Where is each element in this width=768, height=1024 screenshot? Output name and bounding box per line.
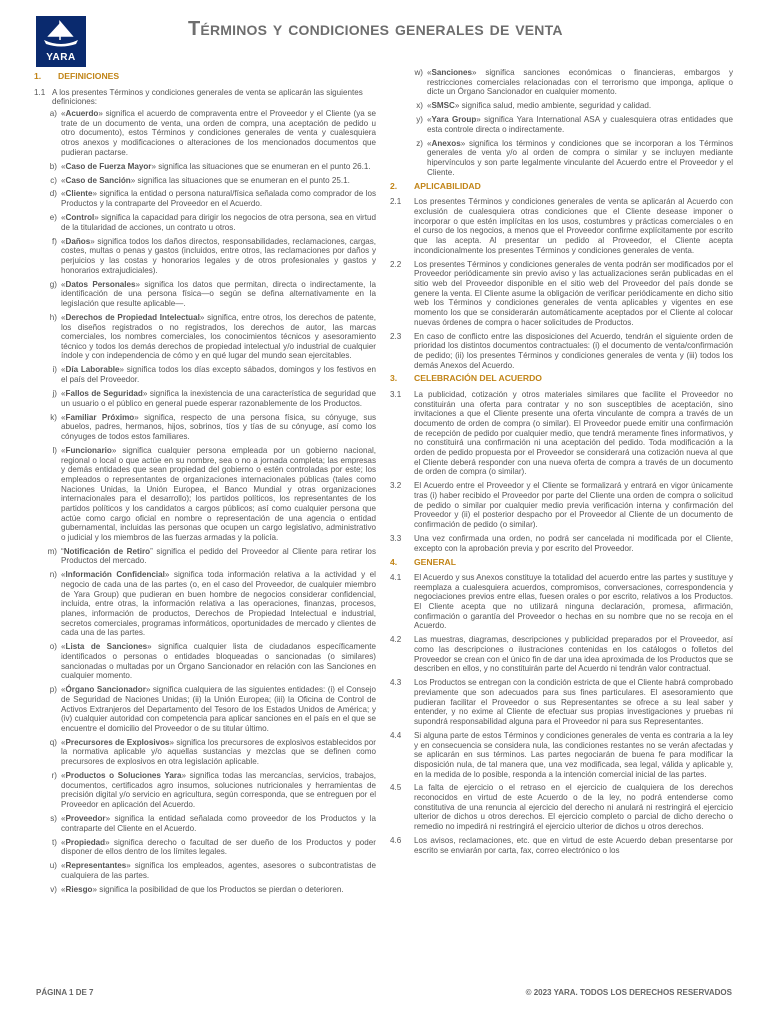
- definition-text: significa cualquier persona empleada por un gobierno nacional, regional o local o que actúe en su nombre, sea o no a jornada completa; las empresas y demás entidades que sean propiedad del gobierno o estén controladas por este; los empleados o representantes de organizaciones internacionales públicas (tales como Naciones Unidas, la Unión Europea, el Banco Mundial y otras organizaciones internacionales para el desarrollo); los partidos políticos, los representantes de los partidos políticos y los candidatos a cargos públicos; así como cualquier persona que actúe como cargo oficial en nombre o representación de una agencia o entidad gubernamental, incluidas las personas que ocupen un cargo legislativo, administrativo o judicial y los miembros de las fuerzas armadas y la policía.: [61, 445, 376, 542]
- definition-letter: y): [416, 115, 423, 125]
- definition-letter: u): [49, 861, 57, 871]
- section-4-heading: 4. GENERAL: [390, 556, 457, 567]
- definition-body: «Acuerdo» significa el acuerdo de compraventa entre el Proveedor y el Cliente (ya se trate de un documento de venta, una orden de compra, una aceptación de pedido u otro documento), estos Términos y condiciones generales de venta y cualesquiera otros anexos y modificaciones o alteraciones de los mencionados documentos que pudieran pactarse.: [61, 108, 376, 157]
- definition-item: [34, 885, 376, 895]
- definition-body: «Representantes» significa los empleados, agentes, asesores o subcontratistas de cualquiera de las partes.: [61, 861, 376, 880]
- definition-text: significa todos los días excepto sábados, domingos y los festivos en el país del Proveedor.: [61, 365, 376, 385]
- clause-number: 4.1: [390, 573, 402, 583]
- definition-term: Cliente: [65, 189, 93, 199]
- definition-term: Anexos: [431, 138, 461, 148]
- clause-text: Los avisos, reclamaciones, etc. que en virtud de este Acuerdo deban presentarse por escrito se enviarán por carta, fax, correo electrónico o los: [414, 836, 733, 855]
- definition-letter: h): [49, 312, 57, 322]
- clause-text: El Acuerdo entre el Proveedor y el Cliente se formalizará y entrará en vigor únicamente tras (i) haber recibido el Proveedor por parte del Cliente una orden de compra o solicitud de pedido o similar por cualquier medio previa verificación interna y confirmación del Proveedor y (ii) el posterior despacho por el Proveedor al Cliente de un documento de confirmación de pedido (o similar).: [414, 481, 733, 529]
- definition-item: [34, 189, 376, 208]
- definition-text: significa las situaciones que se enumeran en el punto 25.1.: [135, 175, 350, 185]
- definition-body: «Riesgo» significa la posibilidad de que los Productos se pierdan o deterioren.: [61, 884, 344, 894]
- definition-text: significa la entidad o persona natural/física señalada como comprador de los Productos y la contraparte del Proveedor en el Acuerdo.: [61, 189, 376, 209]
- clause-number: 4.3: [390, 678, 402, 688]
- clause-2-1: [390, 197, 733, 255]
- definition-item: [34, 838, 376, 857]
- definition-term: Daños: [65, 236, 91, 246]
- definition-body: «Lista de Sanciones» significa cualquier lista de ciudadanos específicamente identificados o personas o entidades bloqueadas o sancionadas (o similares) sancionadas o multadas por un Órgano Sancionador en relación con las Sanciones en cualquier momento.: [61, 642, 376, 681]
- clause-text: Los presentes Términos y condiciones generales de venta podrán ser modificados por el Proveedor periódicamente sin previo aviso y las actualizaciones serán publicadas en el sitio web del Proveedor disponible en el sitio web del Proveedor del país donde se genere la venta. El Cliente asume la obligación de verificar periódicamente en dicho sitio web los Términos y condiciones generales de venta aplicables y vigentes en ese momento los que se considerarán automáticamente aceptados por el Cliente al colocar nuevas órdenes de compra o hacer solicitudes de Productos.: [414, 259, 733, 327]
- definition-letter: a): [49, 108, 57, 118]
- definition-item: [390, 101, 733, 111]
- definition-letter: c): [50, 175, 57, 185]
- definition-letter: k): [50, 412, 57, 422]
- definition-letter: b): [49, 161, 57, 171]
- definition-letter: i): [52, 365, 57, 375]
- definition-item: [34, 738, 376, 767]
- definition-letter: s): [50, 813, 57, 823]
- definition-text: significa sanciones económicas o financieras, embargos y restricciones comerciales relacionadas con el terrorismo que imponga, aplique o dicte un Órgano Sancionador en cualquier momento.: [427, 68, 733, 97]
- clause-4-6: [390, 836, 733, 855]
- definition-body: «Fallos de Seguridad» significa la inexistencia de una característica de seguridad que un usuario o el público en general puede esperar razonablemente de los Productos.: [61, 389, 376, 408]
- definition-letter: r): [51, 771, 57, 781]
- definition-item: [34, 413, 376, 442]
- page-title: Términos y condiciones generales de venta: [188, 18, 563, 40]
- definition-body: «Precursores de Explosivos» significa los precursores de explosivos establecidos por la normativa aplicable y/o aquellas sustancias y mezclas que se definen como precursores de explosivos en otra legislación aplicable.: [61, 737, 376, 767]
- clause-number: 2.2: [390, 259, 402, 269]
- definition-letter: p): [49, 685, 57, 695]
- definition-text: significa derecho o facultad de ser dueño de los Productos y poder disponer de ellos dentro de los límites legales.: [61, 837, 376, 857]
- definition-text: significa el pedido del Proveedor al Cliente para retirar los Productos del mercado.: [61, 546, 376, 566]
- definition-term: Familiar Próximo: [65, 412, 135, 422]
- definition-body: “Notificación de Retiro” significa el pedido del Proveedor al Cliente para retirar los Productos del mercado.: [61, 546, 376, 566]
- definition-body: «Datos Personales» significa los datos que permitan, directa o indirectamente, la identificación de una persona física—o según se defina alternativamente en la legislación que resulte aplicable—.: [61, 279, 376, 308]
- clause-number: 2.3: [390, 331, 402, 341]
- viking-ship-icon: [36, 16, 86, 50]
- section-3-clauses: [390, 390, 733, 553]
- definition-text: significa las situaciones que se enumeran en el punto 26.1.: [155, 161, 371, 171]
- definition-term: Propiedad: [65, 837, 106, 847]
- definition-item: [34, 162, 376, 172]
- clause-2-3: [390, 332, 733, 371]
- definition-term: Derechos de Propiedad Intelectual: [65, 312, 200, 322]
- definition-letter: x): [416, 101, 423, 111]
- definition-text: significa Yara International ASA y cualesquiera otras entidades que esta controle directa o indirectamente.: [427, 115, 733, 134]
- definition-letter: t): [52, 837, 57, 847]
- definition-body: «Sanciones» significa sanciones económicas o financieras, embargos y restricciones comerciales relacionadas con el terrorismo que imponga, aplique o dicte un Órgano Sancionador en cualquier momento.: [427, 68, 733, 97]
- section-2-heading: 2. APLICABILIDAD: [390, 180, 481, 191]
- definition-item: [34, 213, 376, 232]
- page-number: PÁGINA 1 DE 7: [36, 988, 94, 997]
- clause-text: Si alguna parte de estos Términos y condiciones generales de venta es contraria a la ley y en consecuencia se considera nula, las condiciones restantes no se verán afectadas y se aplicarán en sus términos. Las partes negociarán de buena fe para modificar la disposición nula, de tal manera que, una vez modificada, sea legal, válida y aplicable y, en la medida de lo posible, responda a la intención comercial inicial de las partes.: [414, 730, 733, 779]
- definition-term: Sanciones: [431, 68, 473, 77]
- clause-number: 4.5: [390, 783, 402, 793]
- definition-item: [34, 861, 376, 880]
- definition-text: significa la capacidad para dirigir los negocios de otra persona, sea en virtud de la titularidad de acciones, un contrato u otros.: [61, 213, 376, 232]
- definition-item: [34, 280, 376, 309]
- definition-letter: z): [416, 138, 423, 148]
- definition-body: «Derechos de Propiedad Intelectual» significa, entre otros, los derechos de patente, los diseños registrados o no registrados, los derechos de autor, las marcas comerciales, los nombres comerciales, los conocimientos técnicos y asesoramiento técnico y todos los demás derechos de propiedad intelectual y/o industrial de cualquier índole y con independencia de cómo y en qué lugar del mundo sean ejercitables.: [61, 312, 376, 361]
- right-column: [390, 68, 733, 860]
- definition-text: significa los precursores de explosivos establecidos por la normativa aplicable y/o aquellas sustancias y mezclas que se definen como precursores de explosivos en otra legislación aplicable.: [61, 737, 376, 767]
- definition-item: [34, 547, 376, 566]
- definition-term: Representantes: [65, 861, 127, 871]
- clause-4-4: [390, 731, 733, 779]
- definition-item: [34, 685, 376, 733]
- definition-term: SMSC: [431, 101, 455, 111]
- clause-4-1: [390, 573, 733, 631]
- clause-1-1: 1.1 A los presentes Términos y condiciones generales de venta se aplicarán las siguientes definiciones:: [34, 87, 363, 107]
- definition-letter: g): [49, 279, 57, 289]
- yara-logo: [36, 16, 86, 67]
- clause-text: Las muestras, diagramas, descripciones y publicidad preparados por el Proveedor, así como las descripciones o ilustraciones contenidas en los catálogos o folletos del Proveedor se crean con el único fin de dar una idea aproximada de los Productos que se describen en ellos, y no constituirán parte del Acuerdo ni tendrán valor contractual.: [414, 635, 734, 674]
- left-column: [34, 68, 376, 899]
- definition-term: Proveedor: [65, 813, 106, 823]
- definition-text: significa la entidad señalada como proveedor de los Productos y la contraparte del Cliente en el Acuerdo.: [61, 813, 376, 833]
- definition-term: Notificación de Retiro: [63, 546, 151, 556]
- definition-text: significa toda información relativa a la actividad y el negocio de cada una de las partes (o, en el caso del Proveedor, de cualquier miembro de Yara Group) que pudieran en buen hombre de negocios considerar confidencial, incluida, entre otras, la información relativa a las operaciones, finanzas, procesos, planes, información de productos, Derechos de Propiedad Intelectual e industrial, secretos comerciales, programas informáticos, oportunidades de mercado y clientes de cada una de las partes.: [61, 570, 376, 638]
- definition-letter: e): [49, 213, 57, 223]
- clause-text: Una vez confirmada una orden, no podrá ser cancelada ni modificada por el Cliente, excepto con la aprobación previa y por escrito del Proveedor.: [414, 533, 733, 553]
- clause-number: 3.3: [390, 533, 402, 543]
- definitions-list-left: [34, 109, 376, 894]
- clause-4-3: [390, 678, 733, 726]
- definition-term: Control: [65, 213, 95, 223]
- definition-term: Yara Group: [431, 115, 477, 125]
- definition-term: Caso de Fuerza Mayor: [65, 161, 152, 171]
- definition-text: significa los términos y condiciones que se incorporan a los Términos generales de venta y/o al orden de compra o similar y se incluyen mediante hipervínculos y son parte legalmente vinculante del Acuerdo entre el Proveedor y el Cliente.: [427, 138, 733, 177]
- definition-term: Precursores de Explosivos: [65, 737, 170, 747]
- definition-term: Riesgo: [65, 884, 93, 894]
- definition-letter: o): [49, 642, 57, 652]
- definition-item: [34, 642, 376, 681]
- definition-text: significa el acuerdo de compraventa entre el Proveedor y el Cliente (ya se trate de un documento de venta, una orden de compra, una aceptación de pedido u otro documento), estos Términos y condiciones generales de venta y cualesquiera otros anexos y modificaciones o alteraciones de los mencionados documentos que pudieran pactarse.: [61, 108, 376, 157]
- definition-body: «Funcionario» significa cualquier persona empleada por un gobierno nacional, regional o local o que actúe en su nombre, sea o no a jornada completa; las empresas y demás entidades que sean propiedad del gobierno o estén controladas por este; los empleados o representantes de organizaciones internacionales públicas (tales como Naciones Unidas, la Unión Europea, el Banco Mundial y otras organizaciones internacionales para el desarrollo); los partidos políticos, los representantes de los partidos políticos y los candidatos a cargos públicos; así como cualquier persona que actúe como cargo oficial en nombre o representación de una agencia o entidad gubernamental, incluidas las personas que ocupen un cargo legislativo, administrativo o judicial y los miembros de las fuerzas armadas y la policía.: [61, 445, 376, 542]
- definition-letter: f): [52, 236, 57, 246]
- definition-item: [34, 237, 376, 276]
- definition-letter: d): [49, 189, 57, 199]
- definition-body: «Caso de Fuerza Mayor» significa las situaciones que se enumeran en el punto 26.1.: [61, 161, 371, 171]
- clause-3-2: [390, 481, 733, 529]
- definition-letter: n): [49, 570, 57, 580]
- clause-text: En caso de conflicto entre las disposiciones del Acuerdo, tendrán el siguiente orden de prioridad los distintos documentos contractuales: (i) el documento de venta/confirmación de pedido; (ii) los presentes Términos y condiciones generales de venta y (iii) todos los demás Anexos del Acuerdo.: [414, 331, 733, 370]
- definition-body: «Daños» significa todos los daños directos, responsabilidades, reclamaciones, cargas, costes, multas o penas y gastos (incluidos, entre otros, las reclamaciones por daños y perjuicios y las costas y honorarios legales y de otros profesionales y gastos y honorarios extrajudiciales).: [61, 236, 376, 275]
- clause-4-5: [390, 783, 733, 831]
- definition-item: [34, 109, 376, 157]
- definition-term: Información Confidencial: [65, 570, 165, 580]
- definition-text: significa todas las mercancías, servicios, trabajos, documentos, certificados agro insumos, soluciones nutricionales y herramientas de precisión digital y/o servicio en agricultura, según corresponda, que se entreguen por el Proveedor en aplicación del Acuerdo.: [61, 771, 376, 810]
- definition-term: Datos Personales: [65, 279, 136, 289]
- definition-text: significa, entre otros, los derechos de patente, los diseños registrados o no registrados, los derechos de autor, las marcas comerciales, los nombres comerciales, los conocimientos técnicos y asesoramiento técnico y todos los demás derechos de propiedad intelectual y/o industrial de cualquier índole y con independencia de cómo y en qué lugar del mundo sean ejercitables.: [61, 312, 376, 361]
- definition-item: [34, 313, 376, 361]
- definition-letter: v): [50, 884, 57, 894]
- definition-body: «Propiedad» significa derecho o facultad de ser dueño de los Productos y poder disponer de ellos dentro de los límites legales.: [61, 837, 376, 857]
- definition-term: Productos o Soluciones Yara: [65, 771, 182, 781]
- clause-text: El Acuerdo y sus Anexos constituye la totalidad del acuerdo entre las partes y sustituye y reemplaza a cualesquiera acuerdos, compromisos, conversaciones, correspondencia y negociaciones previos entre ellas, fuesen orales o por escrito, relativos a los Productos. El Cliente acepta que no utilizará ninguna declaración, promesa, afirmación, confirmación o garantía del Proveedor o hechas en su nombre que no se recoja en el Acuerdo.: [414, 573, 733, 631]
- section-3-heading: 3. CELEBRACIÓN DEL ACUERDO: [390, 373, 542, 384]
- definition-body: «Familiar Próximo» significa, respecto de una persona física, su cónyuge, sus abuelos, padres, hermanos, hijos, sobrinos, tíos y tías de su cónyuge, así como los cónyuges de todos estos familiares.: [61, 412, 376, 441]
- section-1-heading: 1. DEFINICIONES: [34, 71, 120, 81]
- clause-text: Los Productos se entregan con la condición estricta de que el Cliente habrá comprobado previamente que son adecuados para sus fines particulares. El asesoramiento que pudieran facilitar el Proveedor o sus Representantes se ofrece a su leal saber y entender, y no exime al Cliente de efectuar sus propias investigaciones y pruebas ni supondrá responsabilidad alguna para el Proveedor ni para sus Representantes.: [414, 678, 733, 726]
- definition-item: [34, 176, 376, 186]
- definitions-list-right: [390, 68, 733, 177]
- definition-text: significa los empleados, agentes, asesores o subcontratistas de cualquiera de las partes.: [61, 861, 376, 880]
- definition-term: Órgano Sancionador: [65, 685, 146, 695]
- definition-body: «Productos o Soluciones Yara» significa todas las mercancías, servicios, trabajos, documentos, certificados agro insumos, soluciones nutricionales y herramientas de precisión digital y/o servicio en agricultura, según corresponda, que se entreguen por el Proveedor en aplicación del Acuerdo.: [61, 771, 376, 810]
- clause-text: La publicidad, cotización y otros materiales similares que facilite el Proveedor no constituirán una oferta para contratar y no son susceptibles de aceptación, sino invitaciones a que el Cliente presente una oferta vinculante de compra a través de un documento de orden de compra (o similar). El Proveedor puede emitir una confirmación de recepción de pedido por cualquier medio, que tendrá meramente fines informativos, y no constituirá una confirmación ni una aceptación del pedido. Toda modificación a la orden de pedido propuesta por el Proveedor se considerará una cotización nueva al que el Cliente deberá responder con una nueva oferta de compra a través de un documento de orden de compra (o similar).: [414, 390, 733, 477]
- definition-text: significa los datos que permitan, directa o indirectamente, la identificación de una persona física—o según se defina alternativamente en la legislación que resulte aplicable—.: [61, 279, 376, 308]
- definition-body: «Yara Group» significa Yara International ASA y cualesquiera otras entidades que esta controle directa o indirectamente.: [427, 115, 733, 134]
- definition-text: significa todos los daños directos, responsabilidades, reclamaciones, cargas, costes, multas o penas y gastos (incluidos, entre otros, las reclamaciones por daños y perjuicios y las costas y honorarios legales y de otros profesionales y gastos y honorarios extrajudiciales).: [61, 236, 376, 275]
- definition-body: «Proveedor» significa la entidad señalada como proveedor de los Productos y la contraparte del Cliente en el Acuerdo.: [61, 813, 376, 833]
- clause-number: 4.6: [390, 836, 402, 846]
- definition-term: Lista de Sanciones: [65, 642, 148, 652]
- definition-text: significa la posibilidad de que los Productos se pierdan o deterioren.: [97, 884, 344, 894]
- definition-text: significa cualquier lista de ciudadanos específicamente identificados o personas o entidades bloqueadas o sancionadas (o similares) sancionadas o multadas por un Órgano Sancionador en relación con las Sanciones en cualquier momento.: [61, 642, 376, 681]
- definition-term: Funcionario: [65, 445, 112, 455]
- definition-letter: q): [49, 737, 57, 747]
- clause-number: 4.4: [390, 730, 402, 740]
- definition-body: «SMSC» significa salud, medio ambiente, seguridad y calidad.: [427, 101, 652, 111]
- clause-number: 2.1: [390, 197, 402, 207]
- definition-item: [34, 446, 376, 543]
- clause-number: 4.2: [390, 635, 402, 645]
- definition-text: significa salud, medio ambiente, seguridad y calidad.: [459, 101, 652, 111]
- clause-4-2: [390, 635, 733, 674]
- definition-body: «Control» significa la capacidad para dirigir los negocios de otra persona, sea en virtud de la titularidad de acciones, un contrato u otros.: [61, 213, 376, 232]
- logo-text: YARA: [46, 52, 76, 63]
- definition-item: [34, 570, 376, 638]
- definition-item: [34, 771, 376, 810]
- clause-2-2: [390, 260, 733, 328]
- definition-letter: m): [47, 546, 57, 556]
- definition-item: [390, 68, 733, 97]
- definition-body: «Cliente» significa la entidad o persona natural/física señalada como comprador de los Productos y la contraparte del Proveedor en el Acuerdo.: [61, 189, 376, 209]
- definition-item: [390, 139, 733, 178]
- definition-body: «Anexos» significa los términos y condiciones que se incorporan a los Términos generales de venta y/o al orden de compra o similar y se incluyen mediante hipervínculos y son parte legalmente vinculante del Acuerdo entre el Proveedor y el Cliente.: [427, 138, 733, 177]
- section-2-clauses: [390, 197, 733, 370]
- definition-term: Acuerdo: [65, 108, 99, 118]
- definition-term: Fallos de Seguridad: [65, 389, 143, 399]
- copyright: © 2023 YARA. TODOS LOS DERECHOS RESERVADOS: [525, 988, 732, 997]
- definition-text: significa cualquiera de las siguientes entidades: (i) el Consejo de Seguridad de Naciones Unidas; (ii) la Unión Europea; (iii) la Oficina de Control de Activos Extranjeros del Departamento del Tesoro de los Estados Unidos de América; y (iv) cualquier autoridad con competencia para aplicar sanciones en el país en el que se encuentre el domicilio del Proveedor o de su titular último.: [61, 685, 376, 733]
- definition-item: [34, 814, 376, 833]
- definition-term: Día Laborable: [65, 365, 120, 375]
- definition-item: [390, 115, 733, 134]
- section-4-clauses: [390, 573, 733, 855]
- definition-letter: l): [52, 445, 57, 455]
- definition-letter: j): [52, 389, 57, 399]
- definition-text: significa, respecto de una persona física, su cónyuge, sus abuelos, padres, hermanos, hijos, sobrinos, tíos y tías de su cónyuge, así como los cónyuges de todos estos familiares.: [61, 412, 376, 441]
- clause-3-3: [390, 534, 733, 553]
- definition-body: «Caso de Sanción» significa las situaciones que se enumeran en el punto 25.1.: [61, 175, 350, 185]
- clause-number: 3.2: [390, 481, 402, 491]
- definition-item: [34, 365, 376, 384]
- definition-letter: w): [414, 68, 423, 77]
- definition-item: [34, 389, 376, 408]
- clause-text: La falta de ejercicio o el retraso en el ejercicio de cualquiera de los derechos reconocidos en virtud de este Acuerdo o de la ley, no podrá entenderse como constitutiva de una renuncia al ejercicio del derecho ni anulará ni restringirá el ejercicio ulterior de dichos u otros derechos. El ejercicio completo o parcial de dicho derecho o remedio no impedirá ni restringirá el ejercicio ulterior de dichos u otros derechos.: [414, 783, 733, 832]
- clause-3-1: [390, 390, 733, 477]
- clause-text: Los presentes Términos y condiciones generales de venta se aplicarán al Acuerdo con exclusión de cualesquiera otras condiciones que el Cliente desease imponer o incorporar o que estén implícitas en los usos, costumbres y prácticas comerciales o en el curso de los negocios, a menos que el Proveedor confirme explícitamente por escrito que las acepta. Al presentar un pedido al Proveedor, el Cliente acepta incondicionalmente los presentes Términos y condiciones generales de venta.: [414, 197, 733, 255]
- definition-body: «Órgano Sancionador» significa cualquiera de las siguientes entidades: (i) el Consejo de Seguridad de Naciones Unidas; (ii) la Unión Europea; (iii) la Oficina de Control de Activos Extranjeros del Departamento del Tesoro de los Estados Unidos de América; y (iv) cualquier autoridad con competencia para aplicar sanciones en el país en el que se encuentre el domicilio del Proveedor o de su titular último.: [61, 685, 376, 733]
- clause-number: 3.1: [390, 390, 402, 400]
- definition-text: significa la inexistencia de una característica de seguridad que un usuario o el público en general puede esperar razonablemente de los Productos.: [61, 389, 376, 408]
- definition-body: «Información Confidencial» significa toda información relativa a la actividad y el negocio de cada una de las partes (o, en el caso del Proveedor, de cualquier miembro de Yara Group) que pudieran en buen hombre de negocios considerar confidencial, incluida, entre otras, la información relativa a las operaciones, finanzas, procesos, planes, información de productos, Derechos de Propiedad Intelectual e industrial, secretos comerciales, programas informáticos, oportunidades de mercado y clientes de cada una de las partes.: [61, 570, 376, 638]
- definition-term: Caso de Sanción: [65, 175, 131, 185]
- definition-body: «Día Laborable» significa todos los días excepto sábados, domingos y los festivos en el país del Proveedor.: [61, 365, 376, 385]
